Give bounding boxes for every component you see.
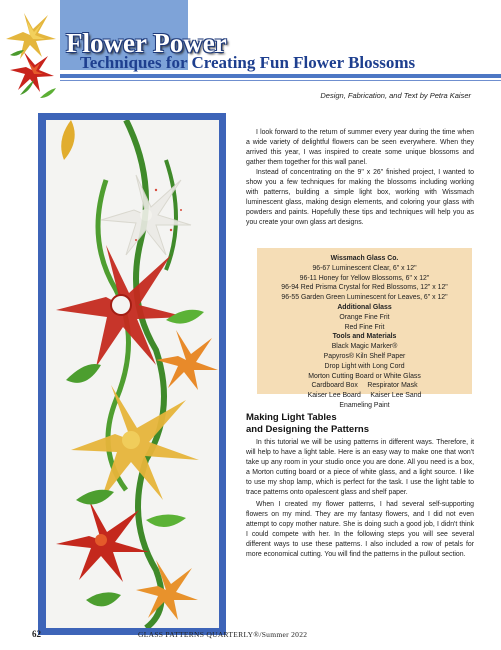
materials-item: 96-11 Honey for Yellow Blossoms, 6" x 12" (299, 274, 430, 282)
article-byline: Design, Fabrication, and Text by Petra Kaiser (320, 91, 471, 100)
materials-item: 96-67 Luminescent Clear, 6" x 12" (312, 264, 417, 272)
section-heading-line: and Designing the Patterns (246, 424, 369, 435)
materials-item: Morton Cutting Board or White Glass (308, 372, 421, 380)
body-paragraph: When I created my flower patterns, I had several self-supporting flowers on my mind. They are my fantasy flowers, and I did not even attempt to copy mother nature. She is doing such a good job, I didn't think I could compete with her. In the following steps you will see several different ways to use these patterns. I also included a row of petals for more economical cutting. You will find the patterns in the pullout section. (246, 501, 474, 558)
article-title: Flower Power (66, 28, 227, 58)
page-number: 62 (32, 629, 41, 639)
materials-item: Drop Light with Long Cord (324, 362, 405, 370)
materials-item: 96-94 Red Prisma Crystal for Red Blossoms, 12" x 12" (281, 284, 448, 292)
materials-item: Red Fine Frit (344, 323, 385, 331)
materials-item: Kaiser Lee Board Kaiser Lee Sand (307, 392, 422, 400)
materials-item: 96-55 Garden Green Luminescent for Leaves, 6" x 12" (281, 294, 448, 302)
materials-heading: Additional Glass (337, 303, 392, 311)
section-heading (246, 412, 369, 436)
section-body (246, 438, 474, 560)
section-heading-line: Making Light Tables (246, 412, 337, 423)
flower-logo-image (0, 0, 70, 110)
materials-item: Papyros® Kiln Shelf Paper (323, 352, 406, 360)
materials-item: Black Magic Marker® (331, 343, 398, 351)
body-paragraph: In this tutorial we will be using patterns in different ways. Therefore, it will help to have a light table. Here is an easy way to make one that won't take up any room in your studio once you are done. All you need is a box, a Morton cutting board or a piece of white glass, and a light source. I like to use my shop lamp, which is perfect for the task. I use the light table to trace patterns onto opalescent glass and shelf paper. (246, 439, 474, 496)
magazine-footer: GLASS PATTERNS QUARTERLY®/Summer 2022 (138, 630, 308, 639)
header-rule-thin (60, 80, 501, 81)
artwork-image (46, 120, 219, 628)
article-subtitle: Techniques for Creating Fun Flower Blossoms (80, 53, 416, 72)
intro-text (246, 128, 474, 228)
header-rule (60, 74, 501, 78)
materials-item: Enameling Paint (339, 401, 390, 409)
materials-item: Orange Fine Frit (339, 313, 390, 321)
intro-paragraph: Instead of concentrating on the 9" x 26" finished project, I wanted to show you a few techniques for making the blossoms including working with patterns, building a simple light box, working with Wissmach luminescent glass, making design elements, and coloring your glass with powders and paints. Hopefully these tips and techniques will help you as you create your own glass art designs. (246, 169, 474, 226)
intro-paragraph: I look forward to the return of summer every year during the time when a wide variety of delightful flowers can be seen everywhere. When they arrived this year, I was inspired to create some unique blossoms and gather them together for this wall panel. (246, 129, 474, 166)
materials-heading: Wissmach Glass Co. (330, 255, 399, 262)
materials-box (257, 248, 472, 409)
materials-item: Cardboard Box Respirator Mask (311, 382, 418, 390)
materials-heading: Tools and Materials (332, 333, 397, 341)
